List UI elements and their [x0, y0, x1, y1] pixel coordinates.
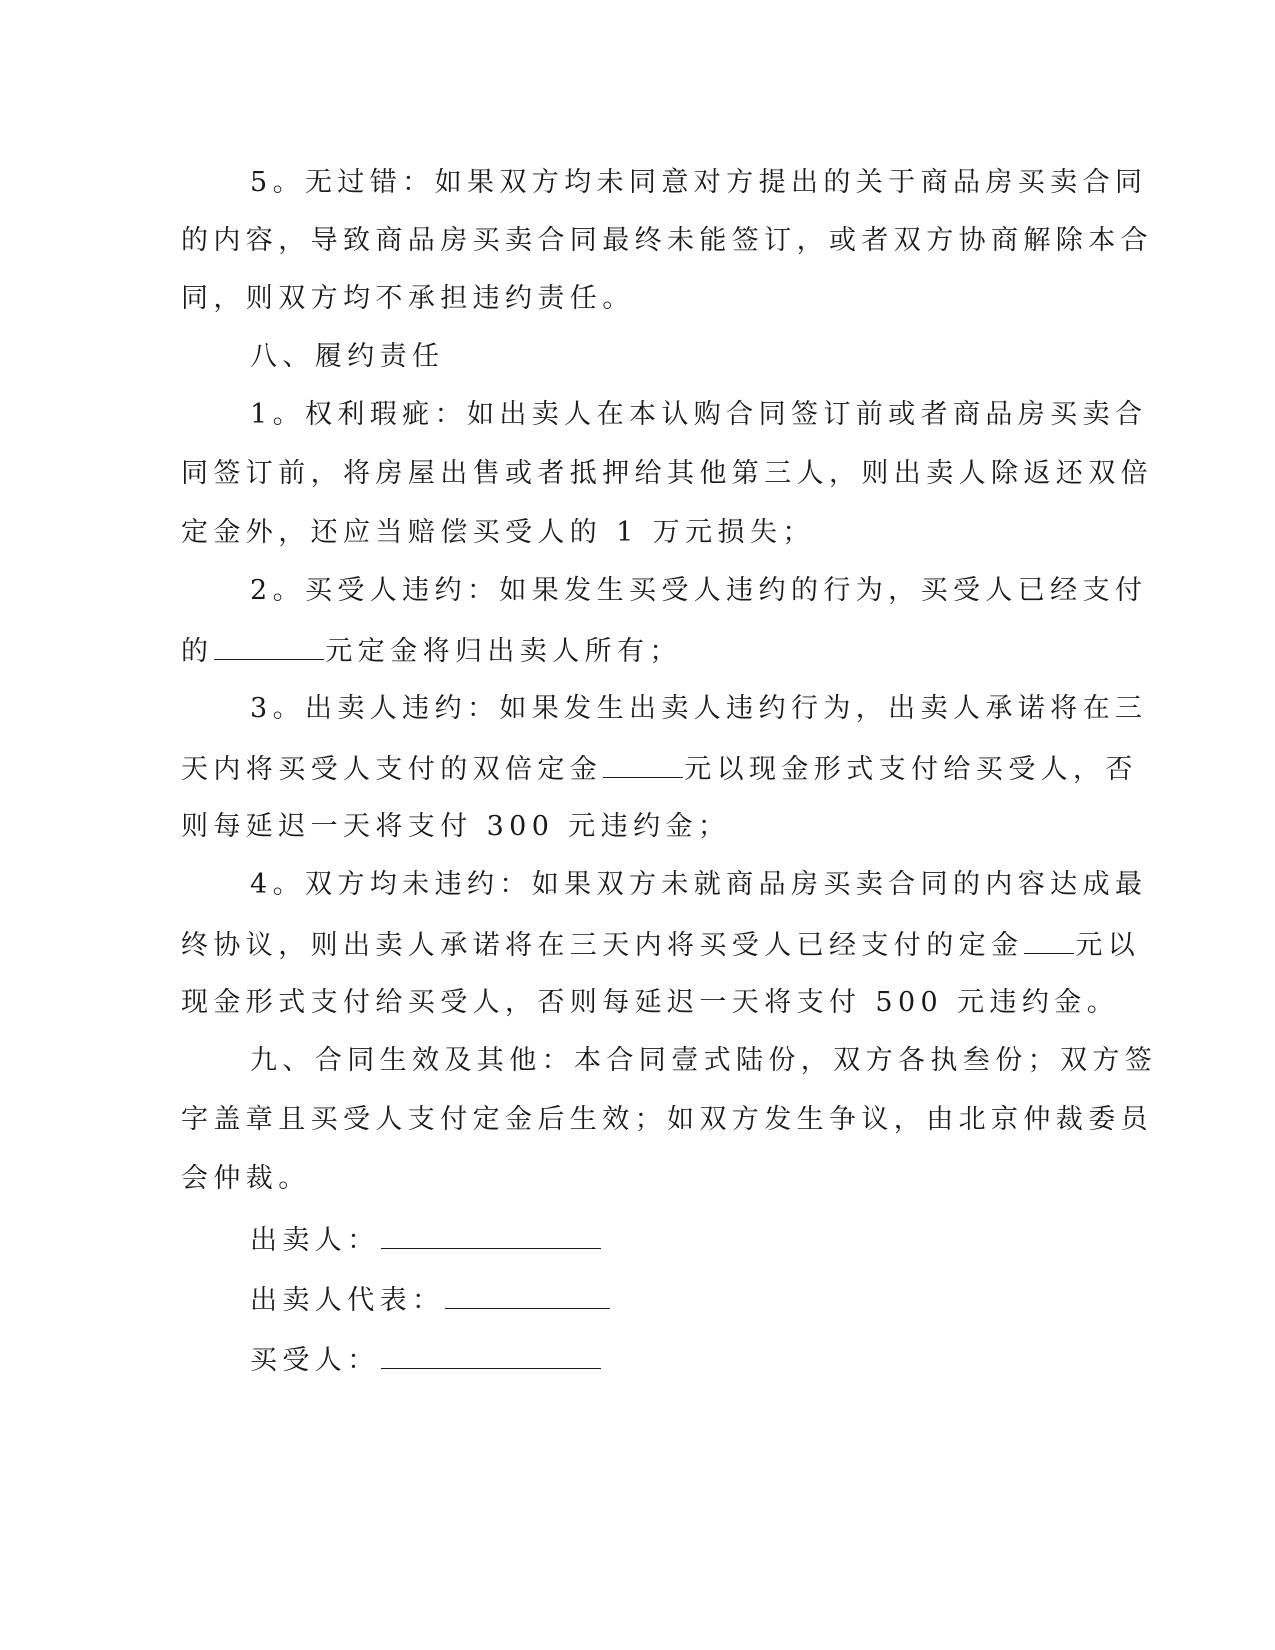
item-3-line-3: 则每延迟一天将支付 300 元违约金；	[181, 811, 731, 842]
seller-rep-signature-line	[250, 1282, 611, 1318]
clause-5-line-1: 5。无过错：如果双方均未同意对方提出的关于商品房买卖合同	[250, 167, 1148, 198]
section-9-line-3: 会仲裁。	[181, 1163, 311, 1194]
item-1-line-3: 定金外，还应当赔偿买受人的 1 万元损失；	[181, 517, 815, 548]
item-3-line-1: 3。出卖人违约：如果发生出卖人违约行为，出卖人承诺将在三	[250, 693, 1148, 724]
item-1-line-1: 1。权利瑕疵：如出卖人在本认购合同签订前或者商品房买卖合	[250, 399, 1148, 430]
item-2-text-before-blank: 的	[181, 636, 214, 667]
item-4-line-1: 4。双方均未违约：如果双方未就商品房买卖合同的内容达成最	[250, 869, 1148, 900]
refund-deposit-blank	[1024, 927, 1074, 954]
item-4-text-after-blank: 元以	[1075, 930, 1141, 961]
item-3-line-2	[181, 751, 1138, 787]
item-2-line-2	[181, 633, 682, 669]
buyer-signature-line	[250, 1342, 602, 1378]
double-deposit-blank	[603, 751, 683, 778]
item-4-line-3: 现金形式支付给买受人，否则每延迟一天将支付 500 元违约金。	[181, 987, 1120, 1018]
buyer-signature-blank	[381, 1342, 601, 1369]
clause-5-line-2: 的内容，导致商品房买卖合同最终未能签订，或者双方协商解除本合	[181, 225, 1153, 256]
seller-signature-line	[250, 1222, 602, 1258]
section-8-heading: 八、履约责任	[250, 341, 445, 372]
section-9-line-2: 字盖章且买受人支付定金后生效；如双方发生争议，由北京仲裁委员	[181, 1104, 1153, 1135]
seller-rep-label: 出卖人代表：	[250, 1285, 445, 1316]
item-4-line-2	[181, 927, 1140, 963]
item-1-line-2: 同签订前，将房屋出售或者抵押给其他第三人，则出卖人除返还双倍	[181, 458, 1153, 489]
section-9-line-1: 九、合同生效及其他：本合同壹式陆份，双方各执叁份；双方签	[250, 1045, 1158, 1076]
item-3-text-after-blank: 元以现金形式支付给买受人，否	[684, 754, 1138, 785]
item-2-text-after-blank: 元定金将归出卖人所有；	[325, 636, 682, 667]
seller-rep-signature-blank	[445, 1282, 610, 1309]
deposit-amount-blank	[214, 633, 324, 660]
buyer-label: 买受人：	[250, 1345, 380, 1376]
item-2-line-1: 2。买受人违约：如果发生买受人违约的行为，买受人已经支付	[250, 575, 1148, 606]
clause-5-line-3: 同，则双方均不承担违约责任。	[181, 283, 635, 314]
seller-label: 出卖人：	[250, 1225, 380, 1256]
item-4-text-before-blank: 终协议，则出卖人承诺将在三天内将买受人已经支付的定金	[181, 930, 1024, 961]
item-3-text-before-blank: 天内将买受人支付的双倍定金	[181, 754, 603, 785]
seller-signature-blank	[381, 1222, 601, 1249]
